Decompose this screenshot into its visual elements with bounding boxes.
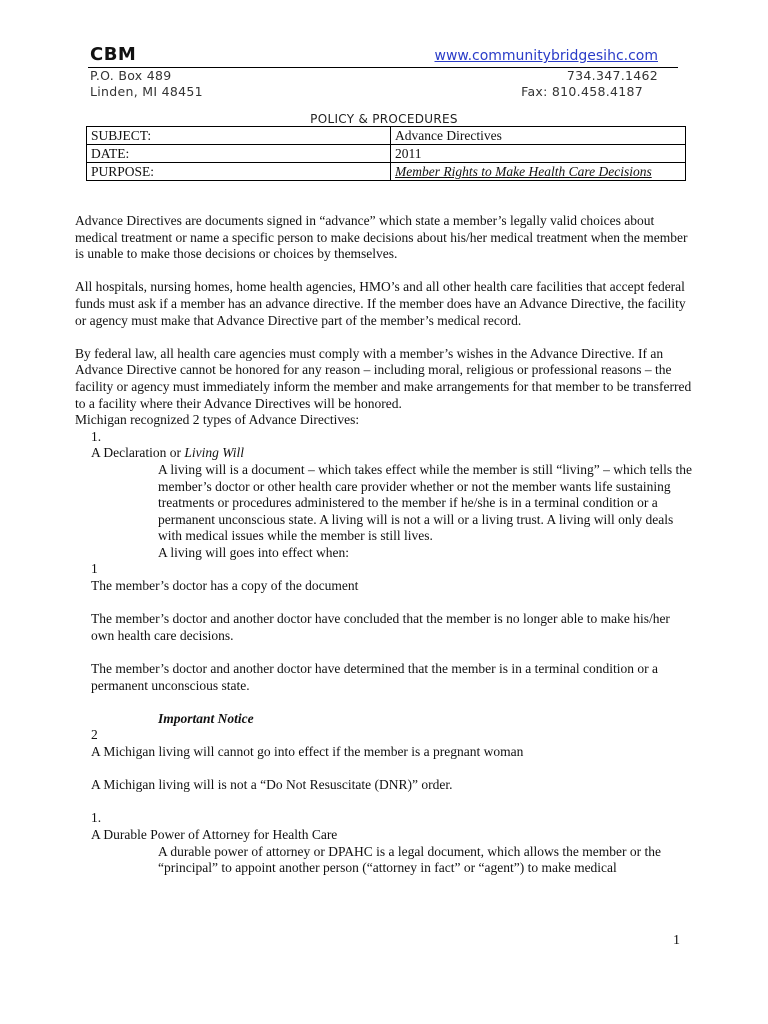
address-line-2: Linden, MI 48451 [90, 84, 203, 99]
org-name: CBM [90, 44, 137, 65]
policy-title: POLICY & PROCEDURES [310, 112, 458, 126]
purpose-value: Member Rights to Make Health Care Decisions [391, 163, 686, 181]
phone-number: 734.347.1462 [566, 68, 658, 83]
date-label: DATE: [87, 145, 391, 163]
living-will-term: Living Will [184, 445, 244, 461]
condition-1: The member’s doctor has a copy of the document [91, 578, 359, 594]
list-number: 1 [91, 561, 98, 577]
dpoa-heading: A Durable Power of Attorney for Health Care [91, 826, 338, 842]
paragraph-facilities: All hospitals, nursing homes, home health agencies, HMO’s and all other health care facilities that accept federal funds must ask if a member has an advance directive. If the member does have an Advance Directive, the facility or agency must make that Advance Directive part of the member’s medical record. [75, 279, 686, 328]
list-number: 2 [91, 727, 98, 743]
list-number: 1. [91, 810, 102, 826]
subject-value: Advance Directives [391, 127, 686, 145]
address-line-1: P.O. Box 489 [90, 68, 172, 83]
date-value: 2011 [391, 145, 686, 163]
notice-pregnant: A Michigan living will cannot go into effect if the member is a pregnant woman [91, 744, 524, 759]
page-number: 1 [673, 933, 680, 948]
declaration-prefix: A Declaration or [91, 445, 185, 461]
paragraph-intro: Advance Directives are documents signed in “advance” which state a member’s legally valid choices about medical treatment or name a specific person to make decisions about his/her medical treatment when the member is unable to make those decisions or choices by themselves. [75, 213, 688, 262]
subject-row [87, 127, 686, 145]
purpose-label: PURPOSE: [87, 163, 391, 181]
purpose-row [87, 163, 686, 181]
date-row [87, 145, 686, 163]
condition-2: The member’s doctor and another doctor have concluded that the member is no longer able to make his/her own health care decisions. [91, 611, 670, 643]
website-link[interactable]: www.communitybridgesihc.com [434, 48, 658, 64]
living-will-description: A living will is a document – which takes effect while the member is still “living” – which tells the member’s doctor or other health care provider whether or not the member wants life sustaining treatments or procedures administered to the member if he/she is in a terminal condition or a permanent unconscious state. A living will is not a will or a living trust. A living will only deals with medical issues while the member is still lives. [158, 461, 693, 544]
living-will-effect: A living will goes into effect when: [158, 544, 349, 560]
fax-number: Fax: 810.458.4187 [521, 84, 643, 99]
condition-3: The member’s doctor and another doctor have determined that the member is in a terminal condition or a permanent unconscious state. [91, 661, 658, 693]
paragraph-types: Michigan recognized 2 types of Advance Directives: [75, 412, 360, 428]
dpoa-description: A durable power of attorney or DPAHC is a legal document, which allows the member or the “principal” to appoint another person (“attorney in fact” or “agent”) to make medical [158, 843, 662, 876]
notice-dnr: A Michigan living will is not a “Do Not Resuscitate (DNR)” order. [91, 777, 453, 793]
paragraph-federal-law: By federal law, all health care agencies must comply with a member’s wishes in the Advance Directive. If an Advance Directive cannot be honored for any reason – including moral, religious or professional reasons – the facility or agency must immediately inform the member and make arrangements for that member to be transferred to a facility where their Advance Directives will be honored. [75, 345, 692, 411]
subject-label: SUBJECT: [87, 127, 391, 145]
list-number: 1. [91, 428, 102, 444]
important-notice-heading: Important Notice [158, 710, 254, 726]
declaration-heading [75, 445, 695, 462]
document-body [75, 213, 695, 877]
policy-info-table [86, 126, 686, 181]
